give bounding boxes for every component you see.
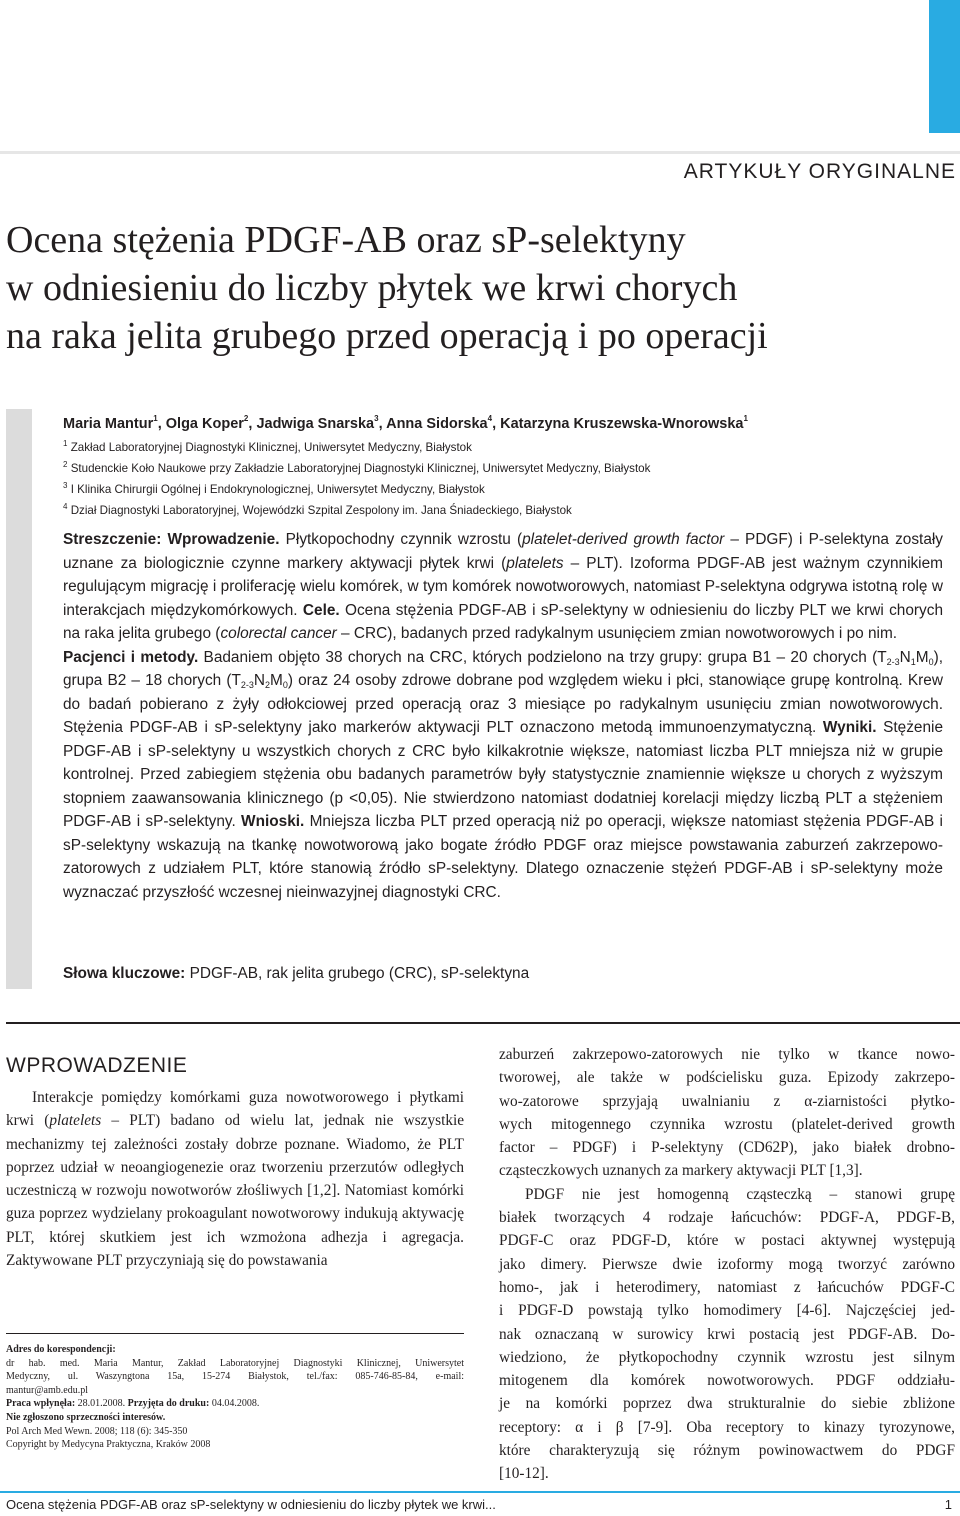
affiliation <box>63 483 485 496</box>
footnote-heading: Adres do korespondencji: <box>6 1344 116 1355</box>
accepted-date: 04.04.2008. <box>209 1398 260 1410</box>
abstract-subheading: Wnioski. <box>235 813 305 830</box>
body-line: białek tworzących 4 rodzaje łańcuchów: PDGF-A, PDGF-B, <box>499 1209 955 1227</box>
author-affiliation-marker: 2 <box>243 414 249 423</box>
body-line: tworowej, ale także w podścielisku guza. Epizody zakrzepo- <box>499 1069 955 1087</box>
section-label: ARTYKUŁY ORYGINALNE <box>683 160 956 183</box>
body-italic: platelets <box>49 1112 102 1130</box>
body-line: receptory: α i β [7-9]. Oba receptory to kinazy tyrozynowe, <box>499 1418 955 1436</box>
title-line: na raka jelita grubego przed operacją i po operacji <box>6 315 768 357</box>
affiliation-marker: 2 <box>63 460 68 469</box>
header-rule <box>0 151 960 154</box>
affiliation-marker: 1 <box>63 439 68 448</box>
body-line: zaburzeń zakrzepowo-zatorowych nie tylko w tkance nowo- <box>499 1046 955 1063</box>
abstract-text: – PLT). Izoforma PDGF-AB jest ważnym czynnikiem regulującym migrację i proliferację wielu komórek, w tym komórek nowotworowych, natomiast P-selektyna odgrywa istotną rolę w interakcjach międzykomórkowych. <box>63 554 943 619</box>
subscript: 2-3 <box>240 680 254 690</box>
body-line: które charakteryzują się różnym powinowactwem do PDGF <box>499 1442 955 1460</box>
abstract-subheading: Cele. <box>297 601 340 619</box>
body-line: mitogenem dla komórek nowotworowych. PDGF oddziału- <box>499 1372 955 1390</box>
citation: Pol Arch Med Wewn. 2008; 118 (6): 345-350 <box>6 1425 188 1437</box>
body-text: Interakcje pomiędzy komórkami guza nowotworowego i płytkami krwi ( <box>6 1089 464 1130</box>
subscript: 1 <box>910 656 916 667</box>
author-separator: , <box>378 416 387 432</box>
author-name: Anna Sidorska <box>386 416 488 432</box>
abstract-italic: platelets <box>506 554 564 572</box>
body-line: factor – PDGF) i P-selektyny (CD62P), jako białek drobno- <box>499 1139 955 1157</box>
abstract-text: Badaniem objęto 38 chorych na CRC, których podzielono na trzy grupy: grupa B1 – 20 chorych (T <box>198 648 887 666</box>
copyright: Copyright by Medycyna Praktyczna, Kraków 2008 <box>6 1439 211 1451</box>
author-separator: , <box>492 416 501 432</box>
abstract-text: – CRC), badanych przed radykalnym usunięciem zmian nowotworowych i po nim. <box>336 625 898 642</box>
received-date: 28.01.2008. <box>75 1398 126 1410</box>
abstract-side-bar <box>6 409 32 989</box>
abstract-text: Płytkopochodny czynnik wzrostu ( <box>279 531 523 548</box>
corner-color-tab <box>929 0 960 133</box>
title-line: Ocena stężenia PDGF-AB oraz sP-selektyny <box>6 219 686 261</box>
correspondence-footnote <box>6 1343 464 1452</box>
section-rule <box>6 1022 960 1024</box>
section-heading: WPROWADZENIE <box>6 1054 188 1077</box>
abstract-text: Stężenie PDGF-AB i sP-selektyny u wszystkich chorych z CRC było kilkakrotnie większe, natomiast liczba PLT mniejsza niż w grupie kontrolnej. Przed zabiegiem stężenia obu badanych parametrów były statystycznie znamiennie większe u chorych z wyższym stopniem zaawansowania klinicznego (p <0,05). Nie stwierdzono natomiast dodatniej korelacji między liczbą PLT a stężeniem PDGF-AB i sP-selektyny. <box>63 719 944 830</box>
article-title <box>6 216 906 360</box>
abstract-text: ), grupa B2 – 18 chorych (T <box>63 648 944 689</box>
body-line: i PDGF-D powstają tylko homodimery [4-6]. Najczęściej jed- <box>499 1302 955 1320</box>
author-separator: , <box>157 416 166 432</box>
author-list <box>63 416 748 432</box>
received-label: Praca wpłynęła: <box>6 1398 76 1410</box>
subscript: 2 <box>265 680 271 690</box>
author-name: Jadwiga Snarska <box>256 416 375 432</box>
page-number: 1 <box>944 1497 952 1512</box>
abstract-text: – PDGF) i P-selektyna zostały uznane za biologicznie czynne markery aktywacji płytek krwi ( <box>63 531 943 572</box>
affiliation-marker: 3 <box>63 481 68 490</box>
body-column-left <box>6 1052 464 1272</box>
author-affiliation-marker: 4 <box>487 414 493 423</box>
abstract-text: N <box>899 648 911 666</box>
footnote-rule <box>6 1333 464 1334</box>
abstract-text: N <box>253 672 266 689</box>
abstract-text: ) oraz 24 osoby zdrowe dobrane pod względem wieku i płci, stanowiące grupę kontrolną. Krew do badań pobierano z żyły odłokciowej przed operacją oraz 3 miesiące po radykalnym usunięciu zmian nowotworowych. Stężenia PDGF-AB i sP-selektyny jako markerów aktywacji PLT oznaczono metodą immunoenzymatyczną. <box>63 672 943 736</box>
author-name: Katarzyna Kruszewska-Wnorowska <box>500 416 744 432</box>
abstract-text: M <box>915 648 929 666</box>
keywords <box>63 965 529 983</box>
body-line: wych mitogennego czynnika wzrostu (platelet-derived growth <box>499 1115 955 1133</box>
body-line: homo-, jak i heterodimery, natomiast z łańcuchów PDGF-C <box>499 1278 955 1296</box>
footer-rule <box>0 1491 960 1493</box>
accepted-label: Przyjęta do druku: <box>125 1398 210 1410</box>
abstract-text: M <box>270 672 283 689</box>
footnote-address-line: mantur@amb.edu.pl <box>6 1384 88 1396</box>
affiliation <box>63 441 472 454</box>
conflict-statement: Nie zgłoszono sprzeczności interesów. <box>6 1411 166 1423</box>
affiliation-text: Dział Diagnostyki Laboratoryjnej, Wojewódzki Szpital Zespolony im. Jana Śniadeckiego, Białystok <box>70 504 572 517</box>
body-line: jako dimery. Pierwsze dwie izoformy mogą tworzyć zarówno <box>499 1255 955 1273</box>
body-line: cząsteczkowych uznanych za markery aktywacji PLT [1,3]. <box>499 1162 863 1180</box>
abstract-italic: platelet-derived growth factor <box>522 531 725 548</box>
affiliation-marker: 4 <box>63 502 68 511</box>
author-name: Olga Koper <box>165 416 244 432</box>
footnote-address-line: Medyczny, ul. Waszyngtona 15a, 15-274 Białystok, tel./fax: 085-746-85-84, e-mail: <box>6 1371 464 1383</box>
footnote-address-line: dr hab. med. Maria Mantur, Zakład Laboratoryjnej Diagnostyki Klinicznej, Uniwersytet <box>6 1357 464 1369</box>
subscript: 0 <box>928 656 934 667</box>
body-line: wo-zatorowe sprzyjają uwalnianiu z α-ziarnistości płytko- <box>499 1092 955 1110</box>
subscript: 2-3 <box>886 656 900 667</box>
body-line: PDGF nie jest homogenną cząsteczką – stanowi grupę <box>525 1185 955 1203</box>
author-separator: , <box>248 416 257 432</box>
body-paragraph <box>6 1086 464 1272</box>
body-line: PDGF-C oraz PDGF-D, które w postaci aktywnej występują <box>499 1232 955 1250</box>
abstract-text: Mniejsza liczba PLT przed operacją niż po operacji, większe natomiast stężenia PDGF-AB i sP-selektyny wskazują na tkankę nowotworową jako bogate źródło PDGF oraz miejsce powstawania zaburzeń zakrzepowo-zatorowych z udziałem PLT, które stanowią źródło sP-selektyny. Dlatego oznaczenie stężeń PDGF-AB i sP-selektyny może wyznaczać przyszłość wczesnej nieinwazyjnej diagnostyki CRC. <box>63 813 943 901</box>
author-affiliation-marker: 1 <box>153 414 158 423</box>
abstract-subheading: Wyniki. <box>816 719 877 736</box>
abstract-subheading: Pacjenci i metody. <box>63 648 199 666</box>
abstract <box>63 528 943 904</box>
affiliation <box>63 462 650 475</box>
body-line: wiedziono, że płytkopochodny czynnik wzrostu jest silnym <box>499 1348 955 1366</box>
author-affiliation-marker: 1 <box>743 414 748 423</box>
body-line: [10-12]. <box>499 1465 549 1483</box>
affiliation-text: I Klinika Chirurgii Ogólnej i Endokrynologicznej, Uniwersytet Medyczny, Białystok <box>70 483 485 496</box>
affiliation-text: Studenckie Koło Naukowe przy Zakładzie Laboratoryjnej Diagnostyki Klinicznej, Uniwersytet Medyczny, Białystok <box>70 462 651 475</box>
body-line: je na komórki poprzez dwa strukturalnie do siebie zbliżone <box>499 1395 955 1413</box>
subscript: 0 <box>282 680 288 690</box>
affiliation-text: Zakład Laboratoryjnej Diagnostyki Klinicznej, Uniwersytet Medyczny, Białystok <box>70 441 472 454</box>
author-affiliation-marker: 3 <box>374 414 379 423</box>
keywords-label: Słowa kluczowe: <box>63 965 186 982</box>
keywords-text: PDGF-AB, rak jelita grubego (CRC), sP-selektyna <box>185 965 530 982</box>
affiliation <box>63 504 572 517</box>
body-line: nak oznaczaną w surowicy krwi postacią jest PDGF-AB. Do- <box>499 1325 955 1343</box>
title-line: w odniesieniu do liczby płytek we krwi chorych <box>6 267 738 309</box>
abstract-text: Ocena stężenia PDGF-AB i sP-selektyny w odniesieniu do liczby PLT we krwi chorych na raka jelita grubego ( <box>63 601 944 642</box>
body-column-right <box>499 1043 955 1486</box>
body-text: – PLT) badano od wielu lat, jednak nie wszystkie mechanizmy tej zależności zostały dobrze poznane. Wiadomo, że PLT poprzez udział w neoangiogenezie oraz tworzeniu przerzutów odległych uczestniczą w rozwoju nowotworów złośliwych [1,2]. Natomiast komórki guza poprzez wydzielany prokoagulant nowotworowy indukują aktywację PLT, której skutkiem jest ich wzmożona adhezja i agregacja. Zaktywowane PLT przyczyniają się do powstawania <box>6 1112 465 1270</box>
abstract-heading: Streszczenie: Wprowadzenie. <box>63 531 280 548</box>
abstract-italic: colorectal cancer <box>220 625 337 642</box>
author-name: Maria Mantur <box>63 416 154 432</box>
running-footer-title: Ocena stężenia PDGF-AB oraz sP-selektyny w odniesieniu do liczby płytek we krwi... <box>6 1497 496 1512</box>
